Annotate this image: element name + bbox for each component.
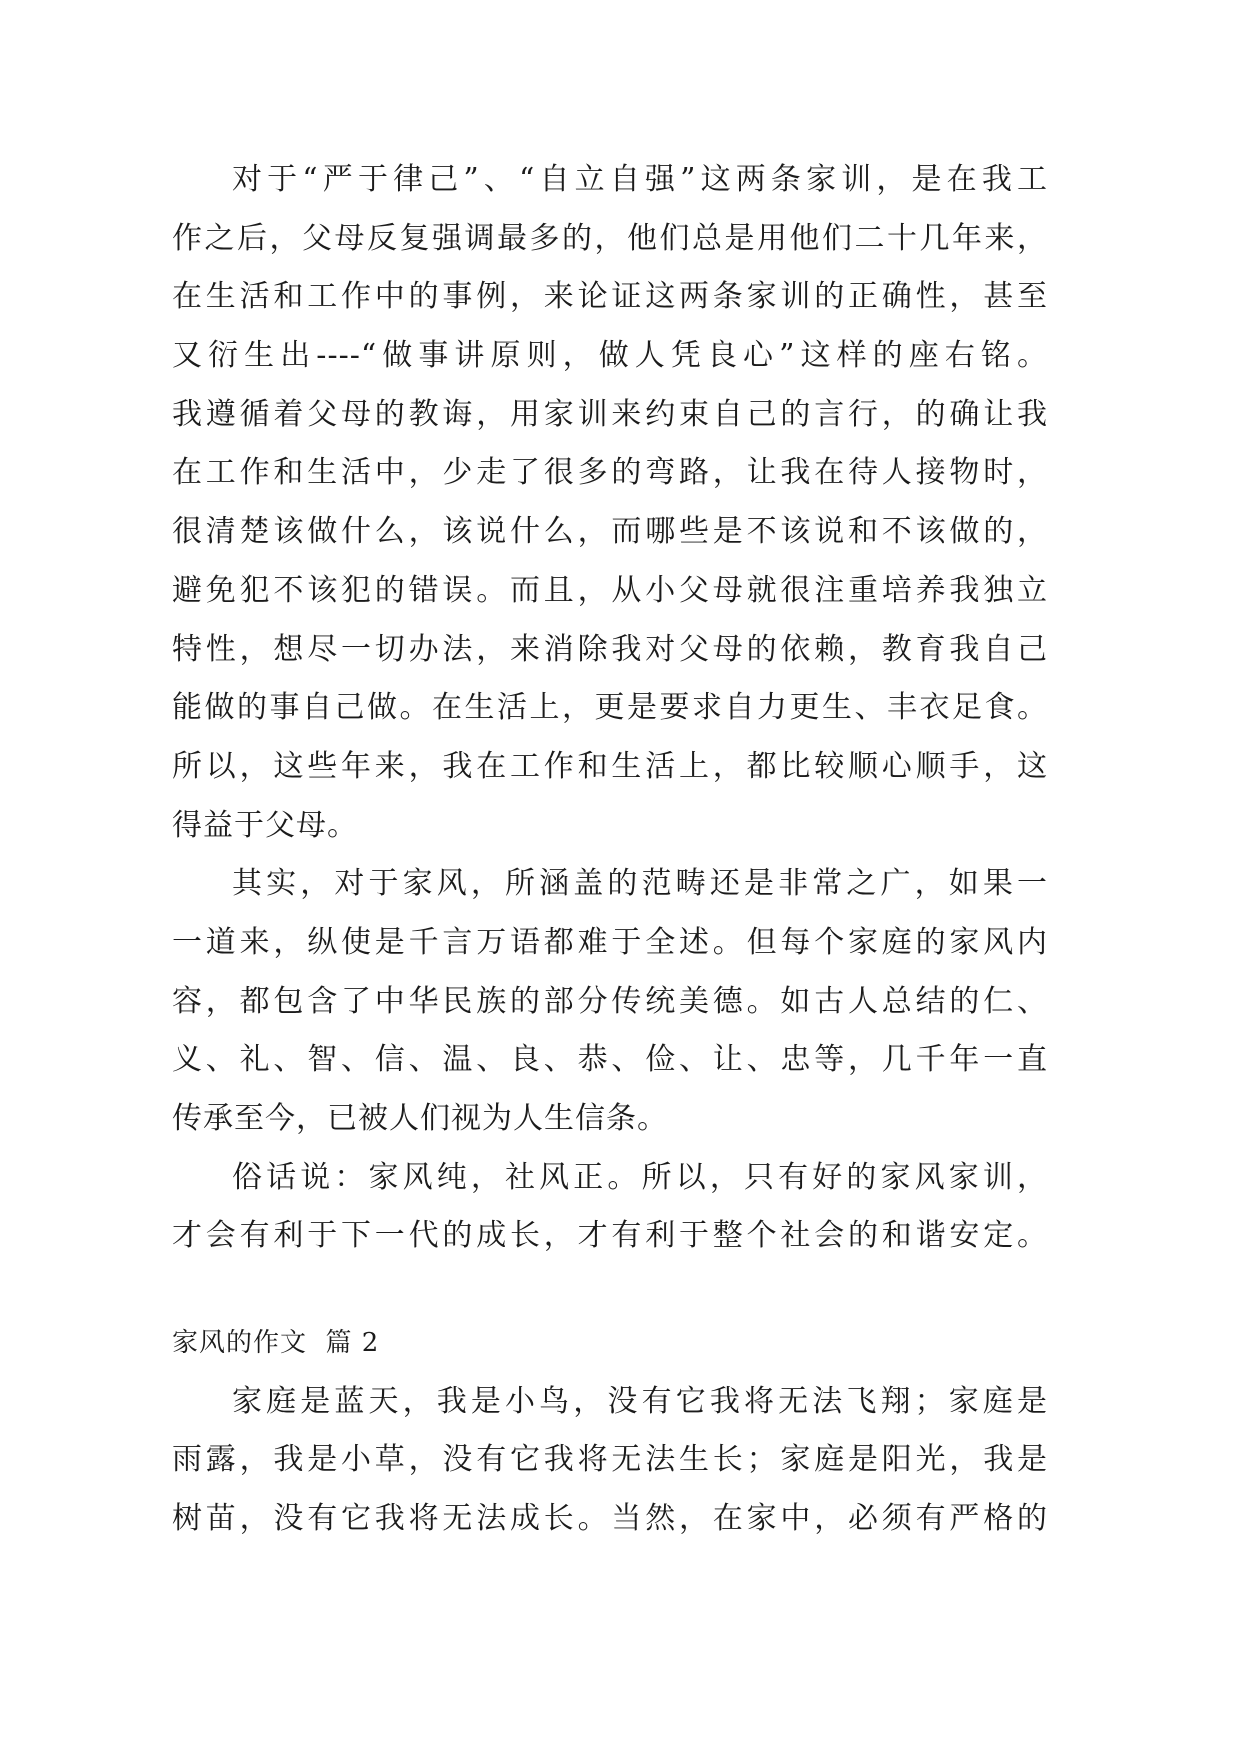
paragraph: [172, 1149, 1048, 1266]
text-line: 雨露，我是小草，没有它我将无法生长；家庭是阳光，我是: [172, 1442, 1048, 1478]
text-line: 才会有利于下一代的成长，才有利于整个社会的和谐安定。: [172, 1218, 1048, 1254]
paragraph: [172, 151, 1048, 855]
text-line: 作之后，父母反复强调最多的，他们总是用他们二十几年来，: [172, 220, 1048, 256]
article-body: [172, 151, 1048, 1549]
text-line: 容，都包含了中华民族的部分传统美德。如古人总结的仁、: [172, 983, 1048, 1019]
text-line: 树苗，没有它我将无法成长。当然，在家中，必须有严格的: [172, 1501, 1048, 1537]
text-line: 在工作和生活中，少走了很多的弯路，让我在待人接物时，: [172, 455, 1048, 491]
text-line: 家庭是蓝天，我是小鸟，没有它我将无法飞翔；家庭是: [232, 1383, 1048, 1419]
text-line: 特性，想尽一切办法，来消除我对父母的依赖，教育我自己: [172, 631, 1048, 667]
text-line: 其实，对于家风，所涵盖的范畴还是非常之广，如果一: [232, 866, 1048, 902]
text-line: 一道来，纵使是千言万语都难于全述。但每个家庭的家风内: [172, 924, 1048, 960]
text-line: 所以，这些年来，我在工作和生活上，都比较顺心顺手，这: [172, 748, 1048, 784]
text-line: 传承至今，已被人们视为人生信条。: [172, 1101, 668, 1136]
text-line: 在生活和工作中的事例，来论证这两条家训的正确性，甚至: [172, 279, 1048, 315]
text-line: 又衍生出----“做事讲原则，做人凭良心”这样的座右铭。: [172, 338, 1048, 374]
text-line: 俗话说：家风纯，社风正。所以，只有好的家风家训，: [232, 1159, 1048, 1195]
text-line: 得益于父母。: [172, 807, 358, 843]
text-line: 避免犯不该犯的错误。而且，从小父母就很注重培养我独立: [172, 572, 1048, 608]
section-heading: 家风的作文 篇 2: [172, 1328, 380, 1359]
text-line: 很清楚该做什么，该说什么，而哪些是不该说和不该做的，: [172, 514, 1048, 550]
text-line: 义、礼、智、信、温、良、恭、俭、让、忠等，几千年一直: [172, 1042, 1048, 1078]
text-line: 对于“严于律己”、“自立自强”这两条家训，是在我工: [232, 162, 1048, 197]
paragraph: [172, 1373, 1048, 1549]
text-line: 我遵循着父母的教诲，用家训来约束自己的言行，的确让我: [172, 396, 1048, 432]
paragraph: [172, 855, 1048, 1148]
text-line: 能做的事自己做。在生活上，更是要求自力更生、丰衣足食。: [172, 690, 1048, 726]
